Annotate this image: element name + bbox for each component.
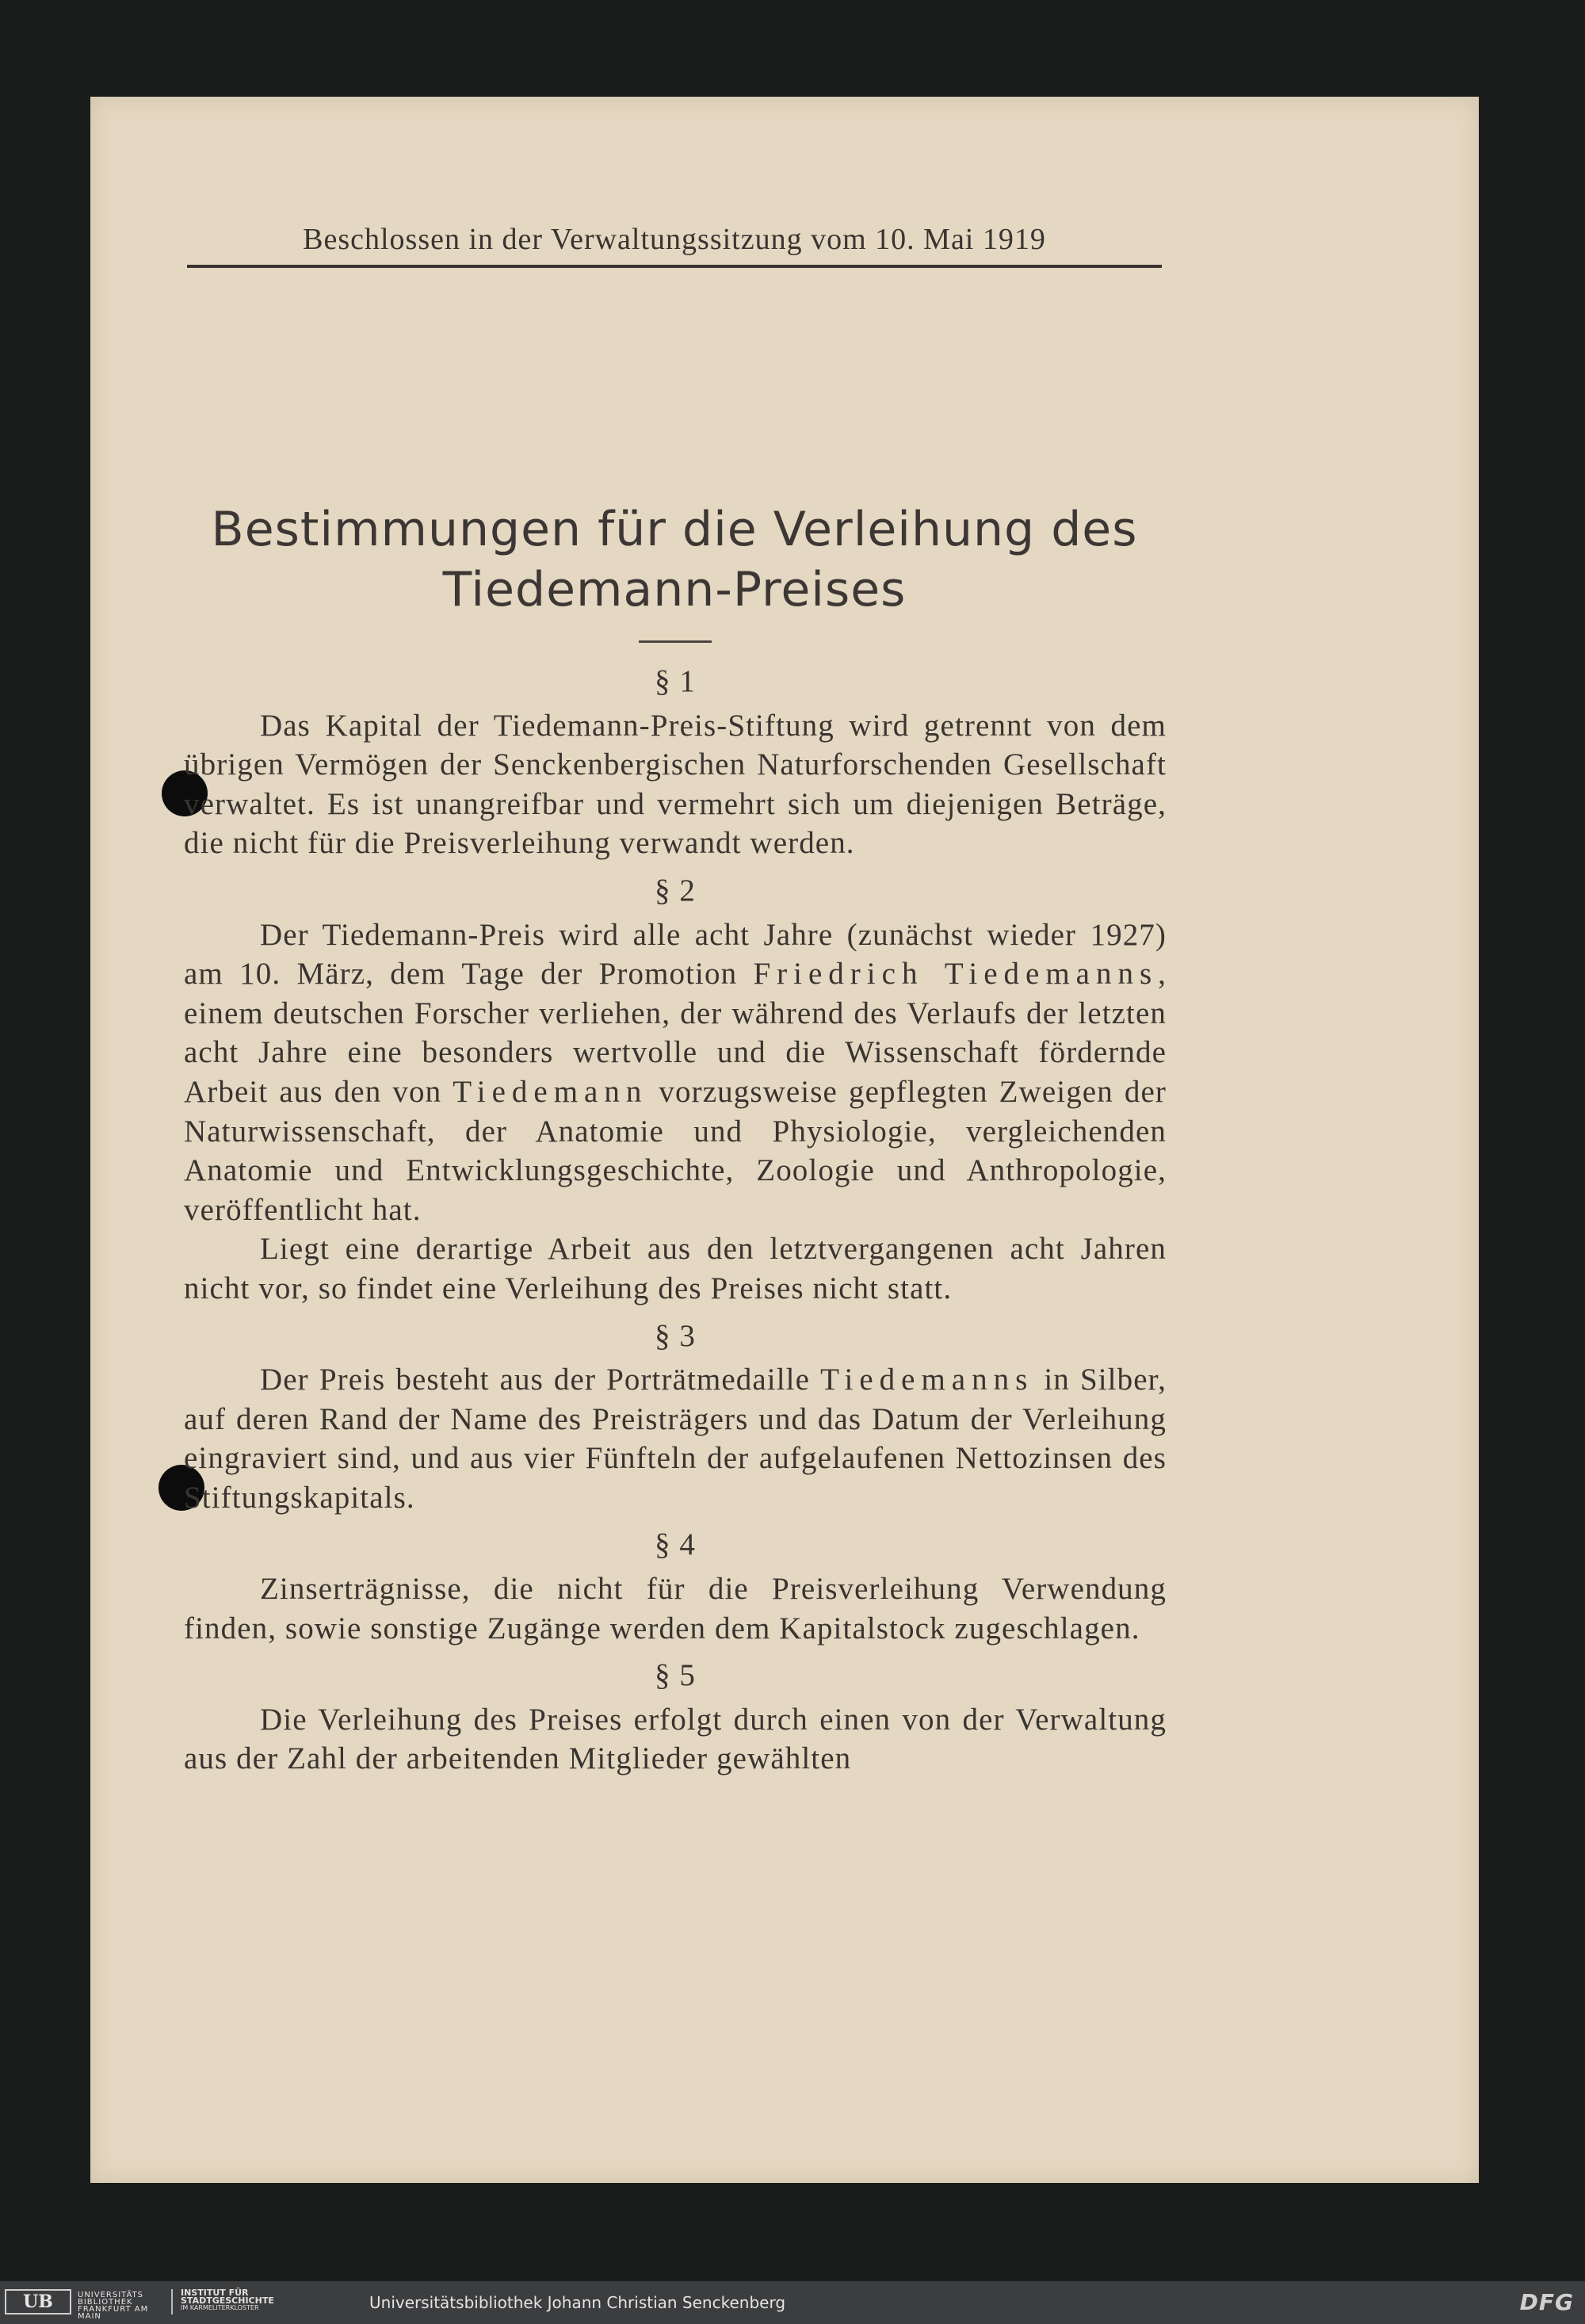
title-line-2: Tiedemann-Preises: [442, 562, 907, 617]
section-5-text: Die Verleihung des Preises erfolgt durch einen von der Verwaltung aus der Zahl der arbeitenden Mitglieder gewählten: [184, 1702, 1167, 1776]
section-2-text-a: Der Tiedemann-Preis wird alle acht Jahre (zunächst wieder 1927) am 10. März, dem Tage der Promotion: [184, 917, 1167, 992]
ub-text-2: BIBLIOTHEK: [78, 2298, 133, 2307]
section-2-text: [184, 915, 1167, 1230]
isg-text-2: STADTGESCHICHTE: [181, 2295, 274, 2306]
title-line-1: Bestimmungen für die Verleihung des: [211, 502, 1138, 557]
isg-text-1: INSTITUT FÜR: [181, 2288, 249, 2298]
ub-text-1: UNIVERSITÄTS: [78, 2291, 144, 2299]
resolution-header: Beschlossen in der Verwaltungssitzung vom 10. Mai 1919: [187, 222, 1162, 268]
section-4-text: Zinserträgnisse, die nicht für die Preisverleihung Verwendung finden, sowie sonstige Zugänge werden dem Kapitalstock zugeschlagen.: [184, 1572, 1167, 1646]
ub-mark: UB: [5, 2289, 71, 2314]
title-divider: [639, 640, 712, 643]
ub-text-3: FRANKFURT AM MAIN: [78, 2305, 149, 2321]
ub-logo-text: [78, 2292, 165, 2320]
library-credit: Universitätsbibliothek Johann Christian Senckenberg: [369, 2293, 786, 2312]
section-1-text: Das Kapital der Tiedemann-Preis-Stiftung wird getrennt von dem übrigen Vermögen der Senckenbergischen Naturforschenden Gesellschaft verwaltet. Es ist unangreifbar und vermehrt sich um diejenigen Beträge, die nicht für die Preisverleihung verwandt werden.: [184, 708, 1167, 861]
name-friedrich-tiedemanns: Friedrich Tiedemanns: [753, 957, 1159, 992]
section-3-text-a: Der Preis besteht aus der Porträtmedaille: [260, 1363, 821, 1397]
viewer-footer-bar: [0, 2281, 1585, 2324]
document-body: [184, 654, 1167, 1779]
name-tiedemann: Tiedemann: [453, 1074, 648, 1109]
section-1-heading: § 1: [654, 664, 697, 698]
section-2-text-c: vorzugsweise gepflegten Zweigen der Naturwissenschaft, der Anatomie und Physiologie, vergleichenden Anatomie und Entwicklungsgeschichte, Zoologie und Anthropologie, veröffentlicht hat.: [184, 1074, 1167, 1227]
section-2-heading: § 2: [654, 873, 697, 908]
section-3-text: [184, 1360, 1167, 1517]
isg-text-3: IM KARMELITERKLOSTER: [181, 2304, 259, 2311]
document-title: [187, 499, 1162, 620]
dfg-logo[interactable]: DFG: [1519, 2289, 1574, 2315]
section-2-text-b: , einem deutschen Forscher verliehen, der während des Verlaufs der letzten acht Jahre eine besonders wertvolle und die Wissenschaft fördernde Arbeit aus den von: [184, 957, 1167, 1109]
section-3-text-b: in Silber, auf deren Rand der Name des Preisträgers und das Datum der Verleihung eingraviert sind, und aus vier Fünfteln der aufgelaufenen Nettozinsen des Stiftungskapitals.: [184, 1363, 1167, 1515]
section-4-heading: § 4: [654, 1527, 697, 1562]
ub-logo[interactable]: [5, 2289, 160, 2321]
section-3-heading: § 3: [654, 1318, 697, 1353]
name-tiedemanns: Tiedemanns: [820, 1363, 1034, 1397]
isg-logo[interactable]: [171, 2289, 353, 2314]
section-5-heading: § 5: [654, 1658, 697, 1693]
section-2-text-2: Liegt eine derartige Arbeit aus den letztvergangenen acht Jahren nicht vor, so findet eine Verleihung des Preises nicht statt.: [184, 1232, 1167, 1305]
